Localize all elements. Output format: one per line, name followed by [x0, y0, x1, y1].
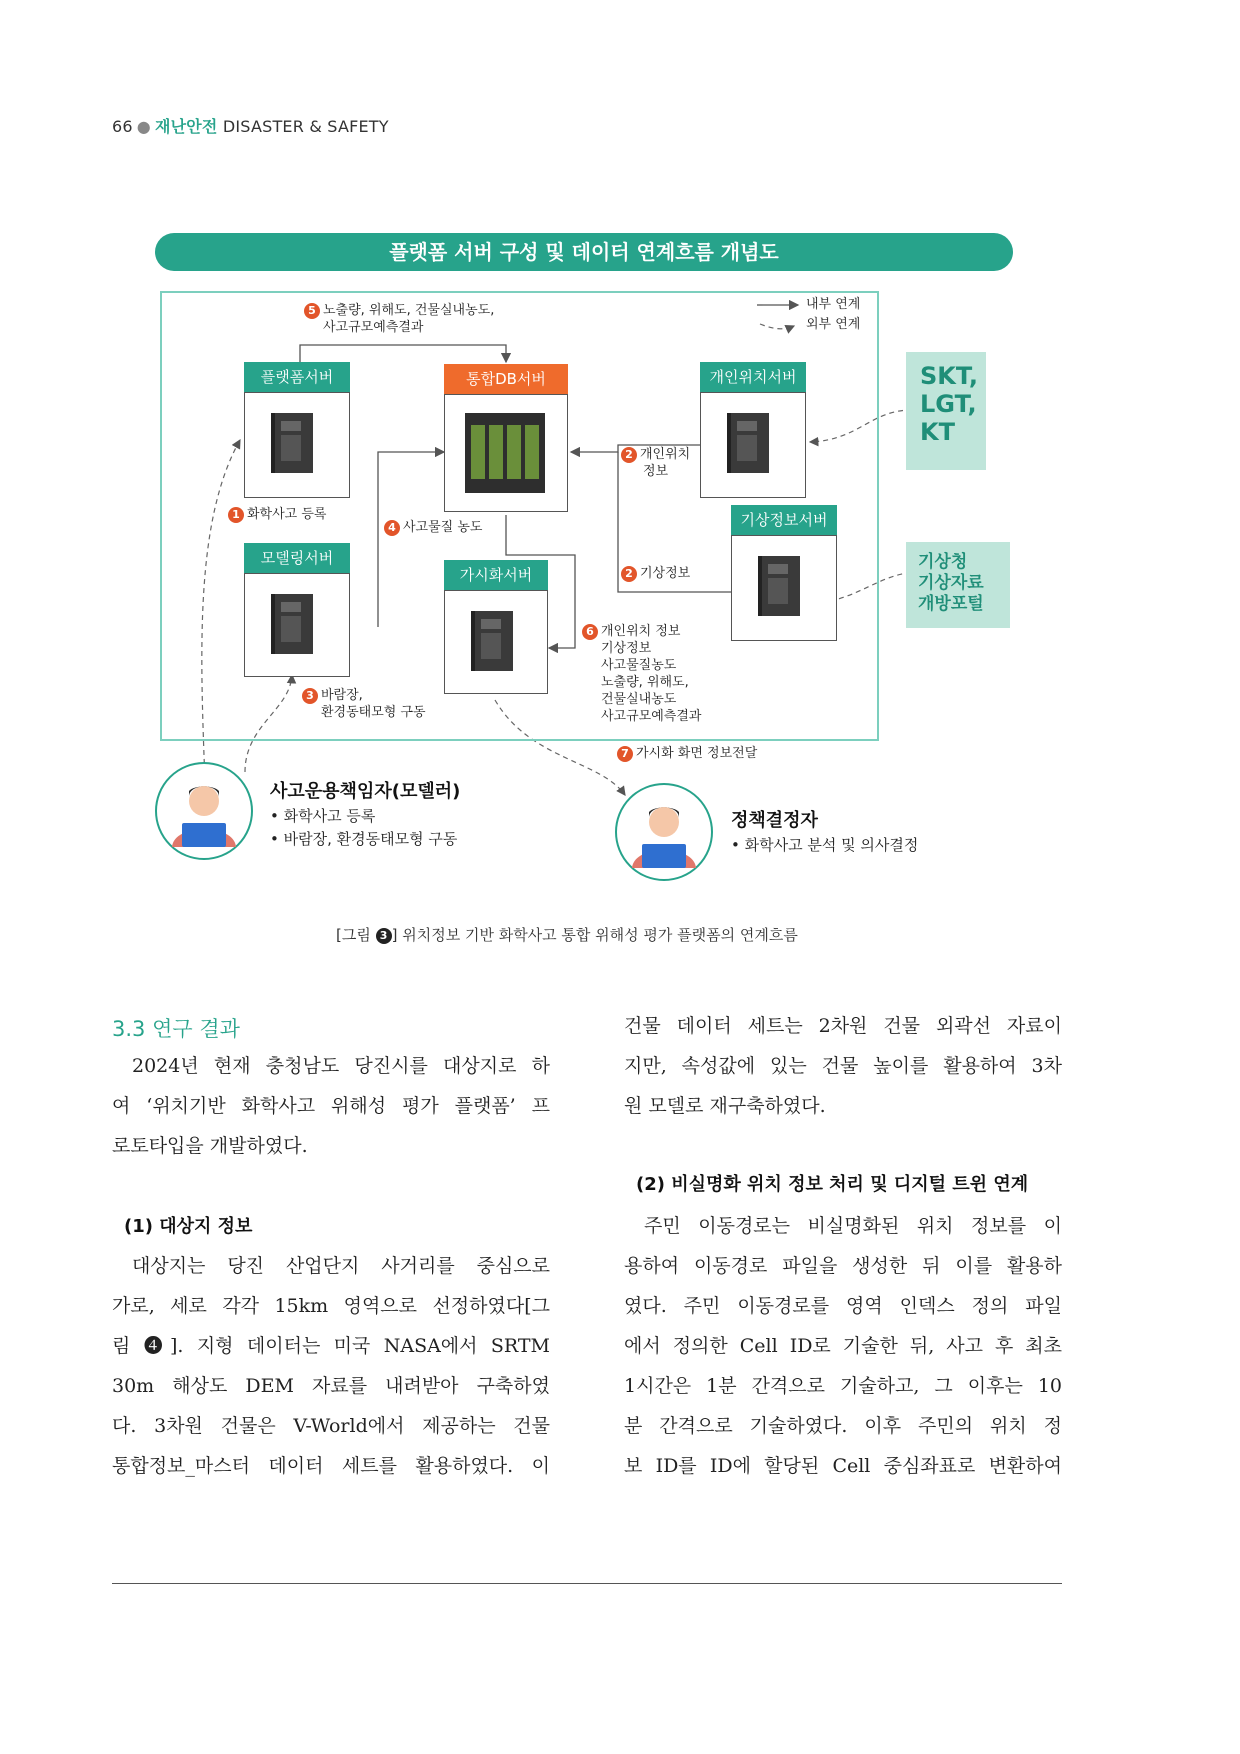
figure-number-badge: 3 [376, 928, 392, 944]
decision-maker-bullet: • 화학사고 분석 및 의사결정 [731, 836, 919, 854]
step6-line: 개인위치 정보 [601, 624, 681, 639]
server-rack-icon [245, 393, 348, 496]
step2b-line: 기상정보 [640, 566, 691, 581]
text-line: 건물 데이터 세트는 2차원 건물 외곽선 자료이 [624, 1015, 1062, 1037]
section-title: 3.3 연구 결과 [112, 1017, 240, 1041]
step5-line: 사고규모예측결과 [323, 320, 424, 335]
modeling-server-label: 모델링서버 [244, 543, 350, 573]
text-line: 용하여 이동경로 파일을 생성한 뒤 이를 활용하 [624, 1255, 1062, 1277]
figure-title: 플랫폼 서버 구성 및 데이터 연계흐름 개념도 [155, 233, 1013, 271]
step6-line: 사고물질농도 [601, 658, 677, 673]
step-number-badge: 4 [384, 520, 400, 536]
text-line: 분 간격으로 기술하였다. 이후 주민의 위치 정 [624, 1415, 1062, 1437]
text-line: 다. 3차원 건물은 V-World에서 제공하는 건물 [112, 1415, 550, 1437]
kma-source-box [906, 542, 1010, 628]
subsection1-title: (1) 대상지 정보 [124, 1216, 253, 1237]
step2b-note [621, 565, 690, 582]
step1-line: 화학사고 등록 [247, 507, 327, 522]
text-line: 보 ID를 ID에 할당된 Cell 중심좌표로 변환하여 [624, 1455, 1062, 1477]
storage-array-icon [445, 395, 566, 510]
figure-caption [336, 924, 798, 945]
step3-note [302, 687, 426, 721]
legend-internal: 내부 연계 [806, 297, 861, 312]
step1-note [228, 506, 326, 523]
modeler-title: 사고운용책임자(모델러) [270, 781, 461, 802]
separator-dot: ● [136, 117, 151, 136]
location-server-box [700, 392, 806, 498]
subsection1-paragraph [112, 1246, 550, 1486]
weather-server-label: 기상정보서버 [731, 505, 837, 535]
decision-maker-avatar-icon [614, 782, 714, 882]
footer-rule [112, 1583, 1062, 1584]
kma-line: 개방포털 [918, 594, 984, 614]
text-line: 30m 해상도 DEM 자료를 내려받아 구축하였 [112, 1375, 550, 1397]
step-number-badge: 7 [617, 746, 633, 762]
step-number-badge: 3 [302, 688, 318, 704]
kma-line: 기상자료 [918, 573, 984, 593]
step3-line: 바람장, [321, 688, 363, 703]
text-line: 지만, 속성값에 있는 건물 높이를 활용하여 3차 [624, 1055, 1062, 1077]
telecom-line: LGT, [920, 390, 977, 418]
telecom-line: KT [920, 418, 955, 446]
step-number-badge: 2 [621, 566, 637, 582]
step2a-line: 정보 [643, 464, 669, 479]
text-line: 였다. 주민 이동경로를 영역 인덱스 정의 파일 [624, 1295, 1062, 1317]
weather-server-box [731, 535, 837, 641]
step2a-note [621, 446, 690, 480]
step4-note [384, 519, 482, 536]
caption-prefix: [그림 [336, 926, 376, 944]
step3-line: 환경동태모형 구동 [321, 705, 426, 720]
modeling-server-box [244, 573, 350, 677]
page-number: 66 [112, 117, 133, 136]
text-line: 림 ❹]. 지형 데이터는 미국 NASA에서 SRTM [112, 1335, 550, 1357]
server-rack-icon [245, 574, 348, 675]
brand-korean: 재난안전 [154, 117, 218, 136]
text-line: 원 모델로 재구축하였다. [624, 1095, 826, 1117]
text-line: 통합정보_마스터 데이터 세트를 활용하였다. 이 [112, 1455, 550, 1477]
text-line: 에서 정의한 Cell ID로 기술한 뒤, 사고 후 최초 [624, 1335, 1062, 1357]
right-continuation-paragraph [624, 1006, 1062, 1126]
step6-line: 노출량, 위해도, [601, 675, 689, 690]
telecom-line: SKT, [920, 362, 978, 390]
location-server-label: 개인위치서버 [700, 362, 806, 392]
modeler-bullet: • 화학사고 등록 [270, 807, 376, 825]
text-line: 가로, 세로 각각 15km 영역으로 선정하였다[그 [112, 1295, 550, 1317]
modeler-avatar-icon [154, 761, 254, 861]
step-number-badge: 6 [582, 624, 598, 640]
step6-line: 사고규모예측결과 [601, 709, 702, 724]
step5-note [304, 302, 494, 336]
text-line: 주민 이동경로는 비실명화된 위치 정보를 이 [644, 1215, 1062, 1237]
modeler-bullet: • 바람장, 환경동태모형 구동 [270, 830, 458, 848]
brand-english: DISASTER & SAFETY [222, 117, 389, 136]
step-number-badge: 1 [228, 507, 244, 523]
integrated-db-server-box [444, 394, 568, 512]
server-rack-icon [732, 536, 835, 639]
subsection2-paragraph [624, 1206, 1062, 1486]
subsection2-title: (2) 비실명화 위치 정보 처리 및 디지털 트윈 연계 [636, 1174, 1029, 1195]
platform-server-box [244, 392, 350, 498]
step7-line: 가시화 화면 정보전달 [636, 746, 758, 761]
step6-line: 건물실내농도 [601, 692, 677, 707]
step5-line: 노출량, 위해도, 건물실내농도, [323, 303, 495, 318]
step7-note [617, 745, 757, 762]
text-line: 여 ‘위치기반 화학사고 위해성 평가 플랫폼’ 프 [112, 1095, 550, 1117]
text-line: 1시간은 1분 간격으로 기술하고, 그 이후는 10 [624, 1375, 1062, 1397]
step-number-badge: 2 [621, 447, 637, 463]
step6-line: 기상정보 [601, 641, 652, 656]
caption-text: ] 위치정보 기반 화학사고 통합 위해성 평가 플랫폼의 연계흐름 [391, 926, 798, 944]
kma-line: 기상청 [918, 552, 968, 572]
legend-external: 외부 연계 [806, 317, 861, 332]
step4-line: 사고물질 농도 [403, 520, 483, 535]
visualization-server-label: 가시화서버 [444, 560, 548, 590]
decision-maker-title: 정책결정자 [731, 810, 818, 831]
telecom-source-box [906, 352, 986, 470]
step-number-badge: 5 [304, 303, 320, 319]
step6-note [582, 623, 701, 725]
intro-paragraph [112, 1046, 550, 1166]
visualization-server-box [444, 590, 548, 694]
step2a-line: 개인위치 [640, 447, 691, 462]
server-rack-icon [701, 393, 804, 496]
text-line: 2024년 현재 충청남도 당진시를 대상지로 하 [132, 1055, 550, 1077]
platform-server-label: 플랫폼서버 [244, 362, 350, 392]
text-line: 대상지는 당진 산업단지 사거리를 중심으로 [132, 1255, 550, 1277]
integrated-db-server-label: 통합DB서버 [444, 364, 568, 394]
text-line: 로토타입을 개발하였다. [112, 1135, 308, 1157]
server-rack-icon [445, 591, 546, 692]
